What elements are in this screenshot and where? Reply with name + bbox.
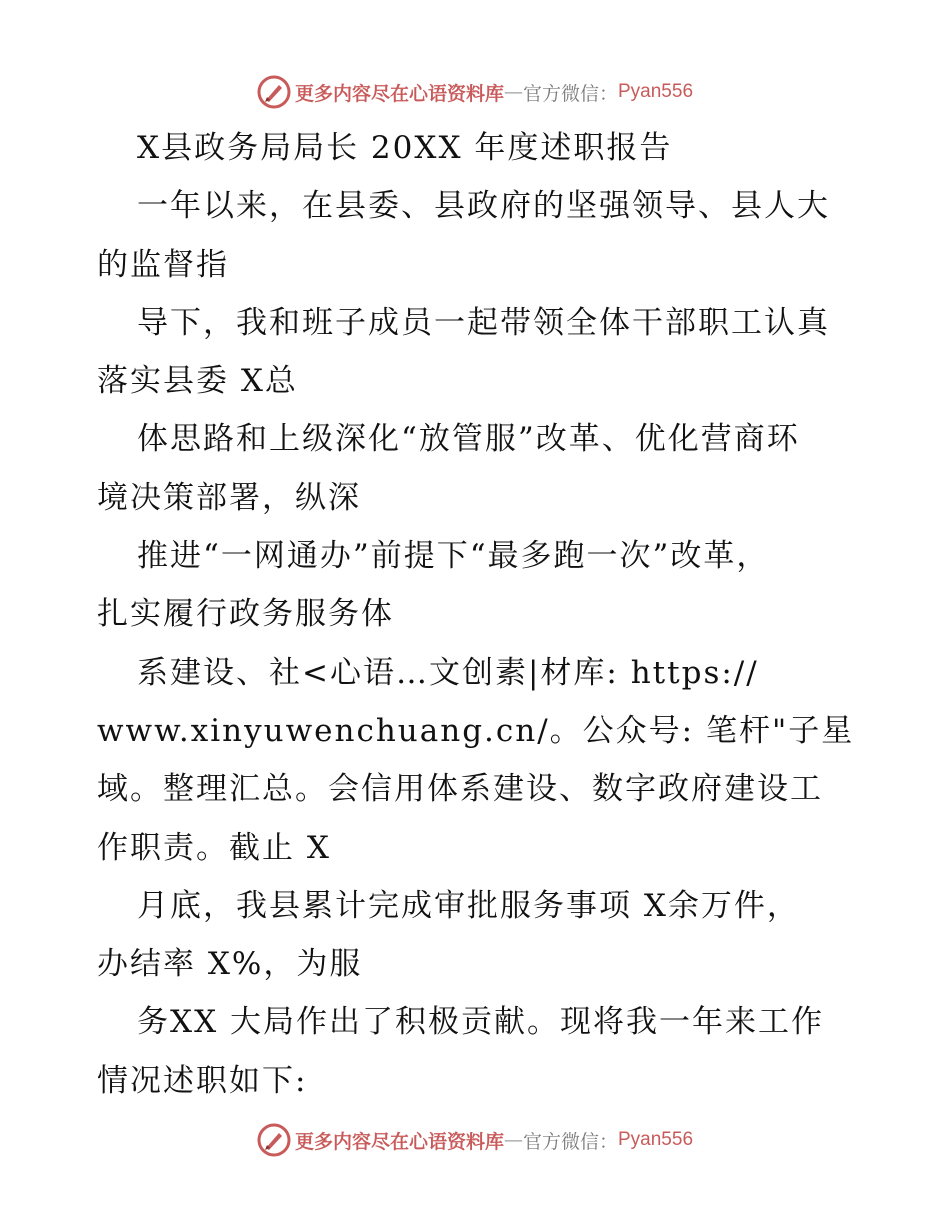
document-body: [97, 119, 857, 1110]
pen-logo-icon: [257, 75, 291, 109]
watermark-main-text: 更多内容尽在心语资料库: [294, 1130, 504, 1153]
paragraph-line: 系建设、社<心语…文创素|材库: https://: [137, 654, 759, 691]
watermark-main-text: 更多内容尽在心语资料库: [294, 82, 504, 105]
document-title: X县政务局局长 20XX 年度述职报告: [137, 130, 673, 166]
paragraph-line: 办结率 X%，为服: [97, 946, 363, 983]
paragraph-line: 境决策部署，纵深: [97, 479, 361, 516]
paragraph-line: 导下，我和班子成员一起带领全体干部职工认真: [137, 304, 830, 341]
watermark-banner-top: [0, 72, 950, 112]
watermark-separator: —: [503, 1129, 523, 1151]
paragraph-line: 推进“一网通办”前提下“最多跑一次”改革，: [137, 538, 770, 575]
pen-logo-icon: [257, 1123, 291, 1157]
paragraph-line: 扎实履行政务服务体: [97, 596, 394, 633]
watermark-separator: —: [503, 81, 523, 103]
paragraph-line: 月底，我县累计完成审批服务事项 X余万件，: [137, 887, 800, 924]
watermark-wechat-id: Pyan556: [618, 81, 694, 102]
paragraph-line: 落实县委 X总: [97, 363, 298, 400]
paragraph-line: 务XX 大局作出了积极贡献。现将我一年来工作: [137, 1004, 824, 1041]
watermark-banner-bottom: [0, 1120, 950, 1160]
paragraph-line: 体思路和上级深化“放管服”改革、优化营商环: [137, 421, 800, 458]
paragraph-line: 作职责。截止 X: [97, 829, 331, 866]
paragraph-line: www.xinyuwenchuang.cn/。公众号: 笔杆"子星: [97, 712, 855, 749]
paragraph-line: 情况述职如下:: [97, 1062, 308, 1099]
watermark-wechat-label: 官方微信：: [522, 1130, 618, 1153]
watermark-wechat-label: 官方微信：: [522, 82, 618, 105]
paragraph-line: 一年以来，在县委、县政府的坚强领导、县人大: [137, 188, 830, 225]
paragraph-line: 的监督指: [97, 246, 229, 283]
watermark-wechat-id: Pyan556: [618, 1129, 694, 1150]
paragraph-line: 域。整理汇总。会信用体系建设、数字政府建设工: [97, 771, 823, 808]
